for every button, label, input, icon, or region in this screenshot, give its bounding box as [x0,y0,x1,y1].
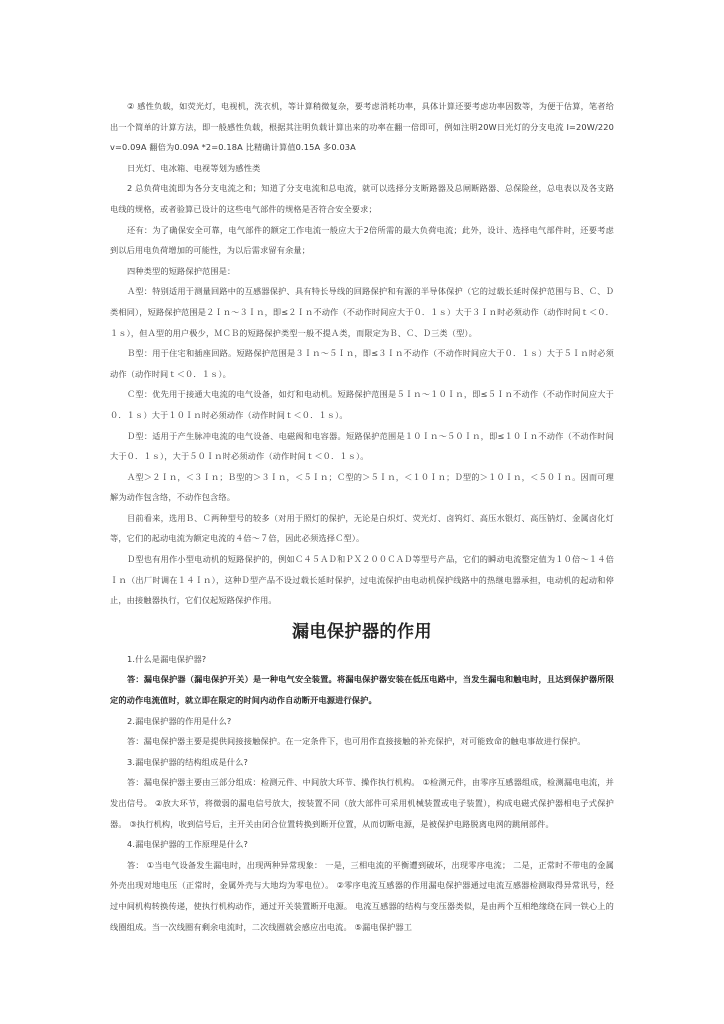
section-title: 漏电保护器的作用 [292,621,432,642]
paragraph-protection-types-intro: 四种类型的短路保护范围是： [127,265,236,276]
paragraph-type-d-motor: Ｄ型也有用作小型电动机的短路保护的，例如Ｃ４５ＡＤ和ＰＸ２００ＣＡＤ等型号产品，它们的瞬动电流整定值为１０倍～１４倍Ｉｎ（出厂时调在１４Ｉｎ），这种Ｄ型产品不设过载长延时保护，过电流保护由电动机保护线路中的热继电器承担，电动机的起动和停止，由接触器执行，它们仅起短路保护作用。 [110,554,614,606]
section-circuit-breaker-selection [110,96,614,611]
section-leakage-protector [110,649,614,937]
answer-4: 答： ①当电气设备发生漏电时，出现两种异常现象： 一是，三相电流的平衡遭到破坏，出现零序电流； 二是，正常时不带电的金属外壳出现对地电压（正常时，金属外壳与大地均为零电位）。 ②零序电流互感器的作用漏电保护器通过电流互感器检测取得异常讯号，经过中间机构转换传递，使执行机构动作，通过开关装置断开电源。 电流互感器的结构与变压器类似，是由两个互相绝缘绕在同一铁心上的线圈组成。当一次线圈有剩余电流时，二次线圈就会感应出电流。 ⑤漏电保护器工 [110,859,614,932]
paragraph-type-a: Ａ型：特别适用于测量回路中的互感器保护、具有特长导线的回路保护和有源的半导体保护（它的过载长延时保护范围与Ｂ、Ｃ、Ｄ类相同），短路保护范围是２Ｉｎ～３Ｉｎ，即≤２Ｉｎ不动作（不动作时间应大于０．１ｓ）大于３Ｉｎ时必须动作（动作时间ｔ＜０．１ｓ），但Ａ型的用户极少，ＭＣＢ的短路保护类型一般不提Ａ类，而限定为Ｂ、Ｃ、Ｄ三类（型）。 [110,286,614,338]
paragraph-common-types: 目前看来，选用Ｂ、Ｃ两种型号的较多（对用于照灯的保护，无论是白炽灯、荧光灯、卤钨灯、高压水银灯、高压钠灯、金属卤化灯等，它们的起动电流为额定电流的４倍～７倍，因此必须选择Ｃ型）。 [110,512,614,544]
answer-1: 答：漏电保护器（漏电保护开关）是一种电气安全装置。将漏电保护器安装在低压电路中，当发生漏电和触电时，且达到保护器所限定的动作电流值时，就立即在限定的时间内动作自动断开电源进行保护。 [110,674,614,706]
paragraph-safety-margin: 还有：为了确保安全可靠，电气部件的额定工作电流一般应大于2倍所需的最大负荷电流；此外，设计、选择电气部件时，还要考虑到以后用电负荷增加的可能性，为以后需求留有余量； [110,224,614,256]
paragraph-type-summary: Ａ型＞２Ｉｎ，＜３Ｉｎ；Ｂ型的＞３Ｉｎ，＜５Ｉｎ；Ｃ型的＞５Ｉｎ，＜１０Ｉｎ；Ｄ型的＞１０Ｉｎ，＜５０Ｉｎ。因而可理解为动作包含络，不动作包含络。 [110,471,614,503]
paragraph-type-b: Ｂ型：用于住宅和插座回路。短路保护范围是３Ｉｎ～５Ｉｎ，即≤３Ｉｎ不动作（不动作时间应大于０．１ｓ）大于５Ｉｎ时必须动作（动作时间ｔ＜０．１ｓ）。 [110,348,614,379]
paragraph-inductive-examples: 日光灯、电冰箱、电视等划为感性类 [127,162,261,173]
paragraph-type-c: Ｃ型：优先用于接通大电流的电气设备，如灯和电动机。短路保护范围是５Ｉｎ～１０Ｉｎ，即≤５Ｉｎ不动作（不动作时间应大于０．１ｓ）大于１０Ｉｎ时必须动作（动作时间ｔ＜０．１ｓ）。 [110,389,614,420]
answer-3: 答：漏电保护器主要由三部分组成：检测元件、中间放大环节、操作执行机构。 ①检测元件，由零序互感器组成，检测漏电电流，并发出信号。 ②放大环节，将微弱的漏电信号放大，按装置不同（放大部件可采用机械装置或电子装置），构成电磁式保护器相电子式保护器。 ③执行机构，收到信号后，主开关由闭合位置转换到断开位置，从而切断电源，是被保护电路脱离电网的跳闸部件。 [110,777,614,829]
question-2: 2.漏电保护器的作用是什么? [127,715,232,726]
question-4: 4.漏电保护器的工作原理是什么? [127,839,248,850]
question-1: 1.什么是漏电保护器? [127,653,207,664]
question-3: 3.漏电保护器的结构组成是什么? [127,756,248,767]
answer-2: 答：漏电保护器主要是提供间接接触保护。在一定条件下，也可用作直接接触的补充保护，对可能致命的触电事故进行保护。 [127,736,586,747]
paragraph-inductive-load: ② 感性负载，如荧光灯，电视机，洗衣机，等计算稍微复杂，要考虑消耗功率，具体计算还要考虑功率因数等，为便于估算，笔者给出一个简单的计算方法，即一般感性负载，根据其注明负载计算出来的功率在翻一倍即可，例如注明20W日光灯的分支电流 I=20W/220v=0.09A 翻倍为0.09A *2=0.18A 比精确计算值0.15A 多0.03A [110,101,614,153]
paragraph-total-current: 2 总负荷电流即为各分支电流之和；知道了分支电流和总电流，就可以选择分支断路器及总闸断路器、总保险丝，总电表以及各支路电线的规格，或者验算已设计的这些电气部件的规格是否符合安全要求； [110,183,614,214]
paragraph-type-d: Ｄ型：适用于产生脉冲电流的电气设备、电磁阀和电容器。短路保护范围是１０Ｉｎ～５０Ｉｎ，即≤１０Ｉｎ不动作（不动作时间大于０．１ｓ），大于５０Ｉｎ时必须动作（动作时间ｔ＜０．１ｓ）。 [110,430,614,462]
